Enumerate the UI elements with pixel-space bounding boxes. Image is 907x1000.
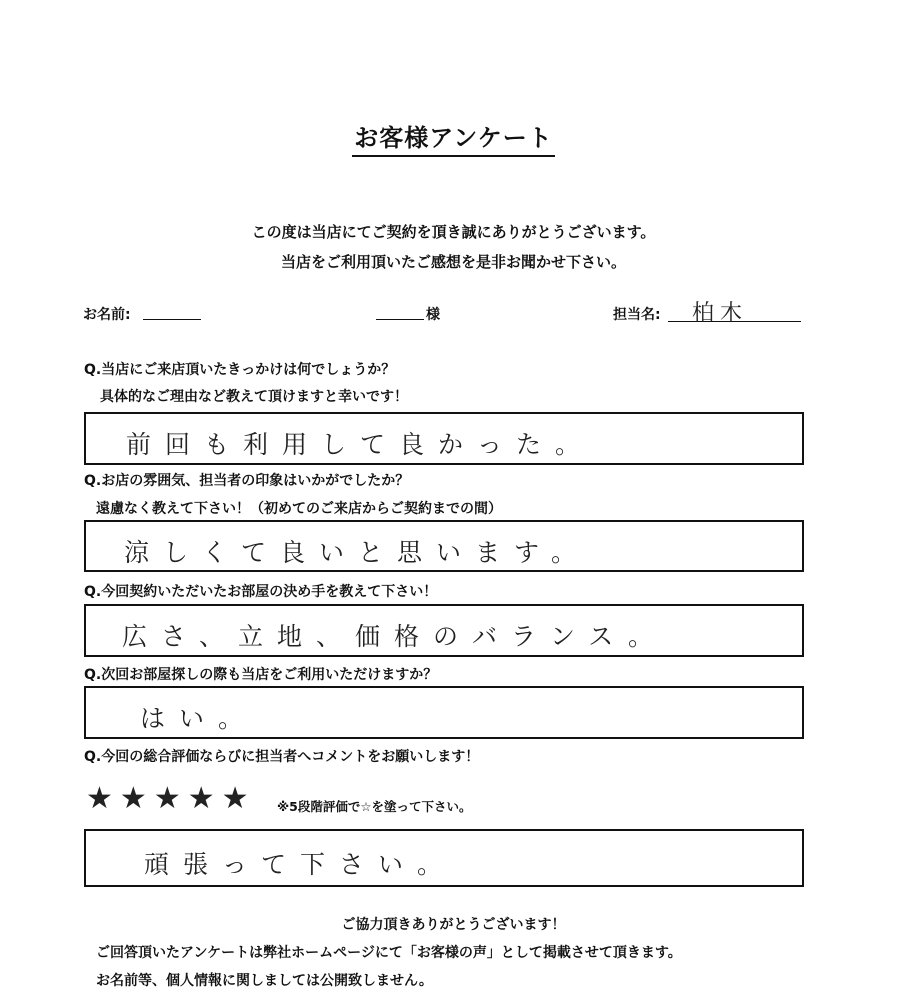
answer-4-text: はい。	[140, 704, 258, 733]
star-icon[interactable]: ★	[187, 781, 215, 816]
question-2-line-1: Q.お店の雰囲気、担当者の印象はいかがでしたか？	[84, 473, 410, 489]
question-2-line-2: 遠慮なく教えて下さい！（初めてのご来店からご契約までの間）	[96, 501, 502, 517]
footer-thanks: ご協力頂きありがとうございます！	[341, 917, 566, 933]
answer-5-text: 頑張って下さい。	[144, 850, 457, 879]
footer-line-3: お名前等、個人情報に関しましては公開致しません。	[96, 973, 433, 989]
question-3-line-1: Q.今回契約いただいたお部屋の決め手を教えて下さい！	[84, 584, 438, 600]
intro-line-2: 当店をご利用頂いたご感想を是非お聞かせ下さい。	[280, 253, 626, 271]
name-label: お名前:	[83, 307, 131, 323]
staff-field[interactable]	[668, 299, 801, 326]
question-5-line-1: Q.今回の総合評価ならびに担当者へコメントをお願いします！	[84, 749, 480, 765]
name-field[interactable]	[143, 303, 201, 320]
title-text: お客様アンケート	[352, 124, 555, 157]
star-icon[interactable]: ★	[153, 781, 181, 816]
rating-note: ※5段階評価で☆を塗って下さい。	[277, 799, 472, 814]
answer-3-text: 広さ、立地、価格のバランス。	[122, 622, 668, 651]
name-field-2[interactable]	[376, 303, 424, 320]
answer-box-3[interactable]	[84, 604, 804, 657]
staff-label: 担当名:	[613, 307, 661, 323]
star-icon[interactable]: ★	[221, 781, 249, 816]
star-icon[interactable]: ★	[86, 781, 113, 816]
answer-box-4[interactable]	[84, 686, 804, 739]
answer-1-text: 前回も利用して良かった。	[126, 430, 595, 459]
question-1-line-1: Q.当店にご来店頂いたきっかけは何でしょうか？	[84, 362, 396, 378]
answer-box-5[interactable]	[84, 829, 804, 887]
answer-2-text: 涼しくて良いと思います。	[124, 538, 591, 567]
question-4-line-1: Q.次回お部屋探しの際も当店をご利用いただけますか？	[84, 667, 438, 683]
honorific: 様	[426, 307, 440, 323]
star-rating[interactable]	[86, 781, 256, 816]
page-title	[0, 118, 907, 153]
footer-line-2: ご回答頂いたアンケートは弊社ホームページにて「お客様の声」として掲載させて頂きます。	[96, 945, 682, 961]
answer-box-1[interactable]	[84, 412, 804, 465]
answer-box-2[interactable]	[84, 520, 804, 572]
intro-line-1: この度は当店にてご契約を頂き誠にありがとうございます。	[251, 223, 656, 241]
question-1-line-2: 具体的なご理由など教えて頂けますと幸いです！	[100, 389, 408, 405]
star-icon[interactable]: ★	[119, 781, 147, 816]
staff-value: 柏木	[692, 301, 749, 326]
